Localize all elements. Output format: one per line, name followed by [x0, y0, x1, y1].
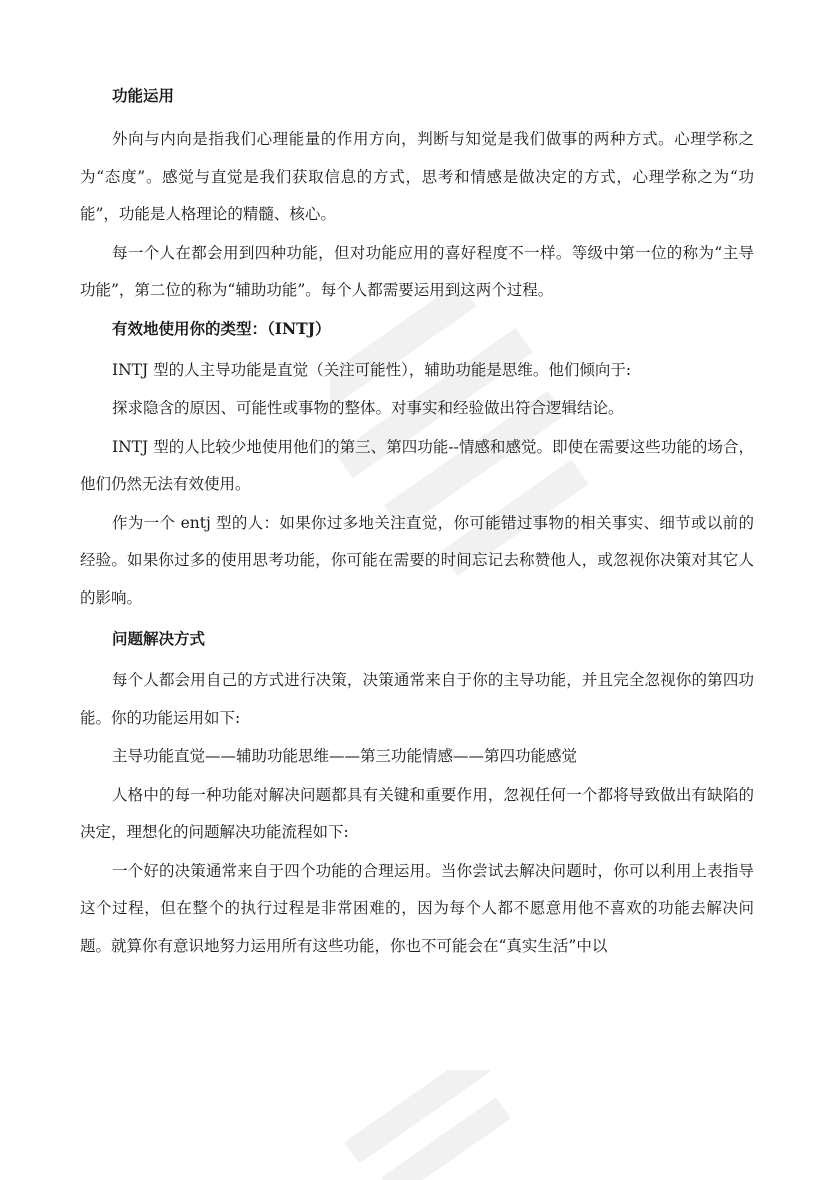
paragraph: INTJ 型的人主导功能是直觉（关注可能性），辅助功能是思维。他们倾向于: — [112, 360, 632, 379]
paragraph: 作为一个 entj 型的人：如果你过多地关注直觉，你可能错过事物的相关事实、细节或以前的经验。如果你过多的使用思考功能，你可能在需要的时间忘记去称赞他人，或忽视你决策对其它人的影响。 — [80, 513, 754, 607]
section-heading-problem-solving: 问题解决方式 — [112, 629, 206, 648]
paragraph: 一个好的决策通常来自于四个功能的合理运用。当你尝试去解决问题时，你可以利用上表指导这个过程，但在整个的执行过程是非常困难的，因为每个人都不愿意用他不喜欢的功能去解决问题。就算你有意识地努力运用所有这些功能，你也不可能会在“真实生活”中以 — [80, 861, 754, 955]
paragraph: 每个人都会用自己的方式进行决策，决策通常来自于你的主导功能，并且完全忽视你的第四功能。你的功能运用如下: — [80, 671, 754, 727]
paragraph: 每一个人在都会用到四种功能，但对功能应用的喜好程度不一样。等级中第一位的称为“主导功能”，第二位的称为“辅助功能”。每个人都需要运用到这两个过程。 — [80, 243, 754, 299]
section-heading-function-use: 功能运用 — [112, 86, 175, 105]
paragraph: INTJ 型的人比较少地使用他们的第三、第四功能--情感和感觉。即使在需要这些功能的场合，他们仍然无法有效使用。 — [80, 437, 754, 493]
document-body — [80, 86, 754, 966]
paragraph: 外向与内向是指我们心理能量的作用方向，判断与知觉是我们做事的两种方式。心理学称之为“态度”。感觉与直觉是我们获取信息的方式，思考和情感是做决定的方式，心理学称之为“功能”，功能是人格理论的精髓、核心。 — [80, 130, 754, 223]
paragraph: 探求隐含的原因、可能性或事物的整体。对事实和经验做出符合逻辑结论。 — [112, 399, 624, 417]
section-heading-use-type: 有效地使用你的类型：（INTJ） — [112, 318, 331, 338]
paragraph: 主导功能直觉——辅助功能思维——第三功能情感——第四功能感觉 — [112, 747, 578, 765]
watermark-logo-bottom — [330, 1070, 530, 1180]
paragraph: 人格中的每一种功能对解决问题都具有关键和重要作用，忽视任何一个都将导致做出有缺陷的决定，理想化的问题解决功能流程如下: — [80, 785, 754, 841]
